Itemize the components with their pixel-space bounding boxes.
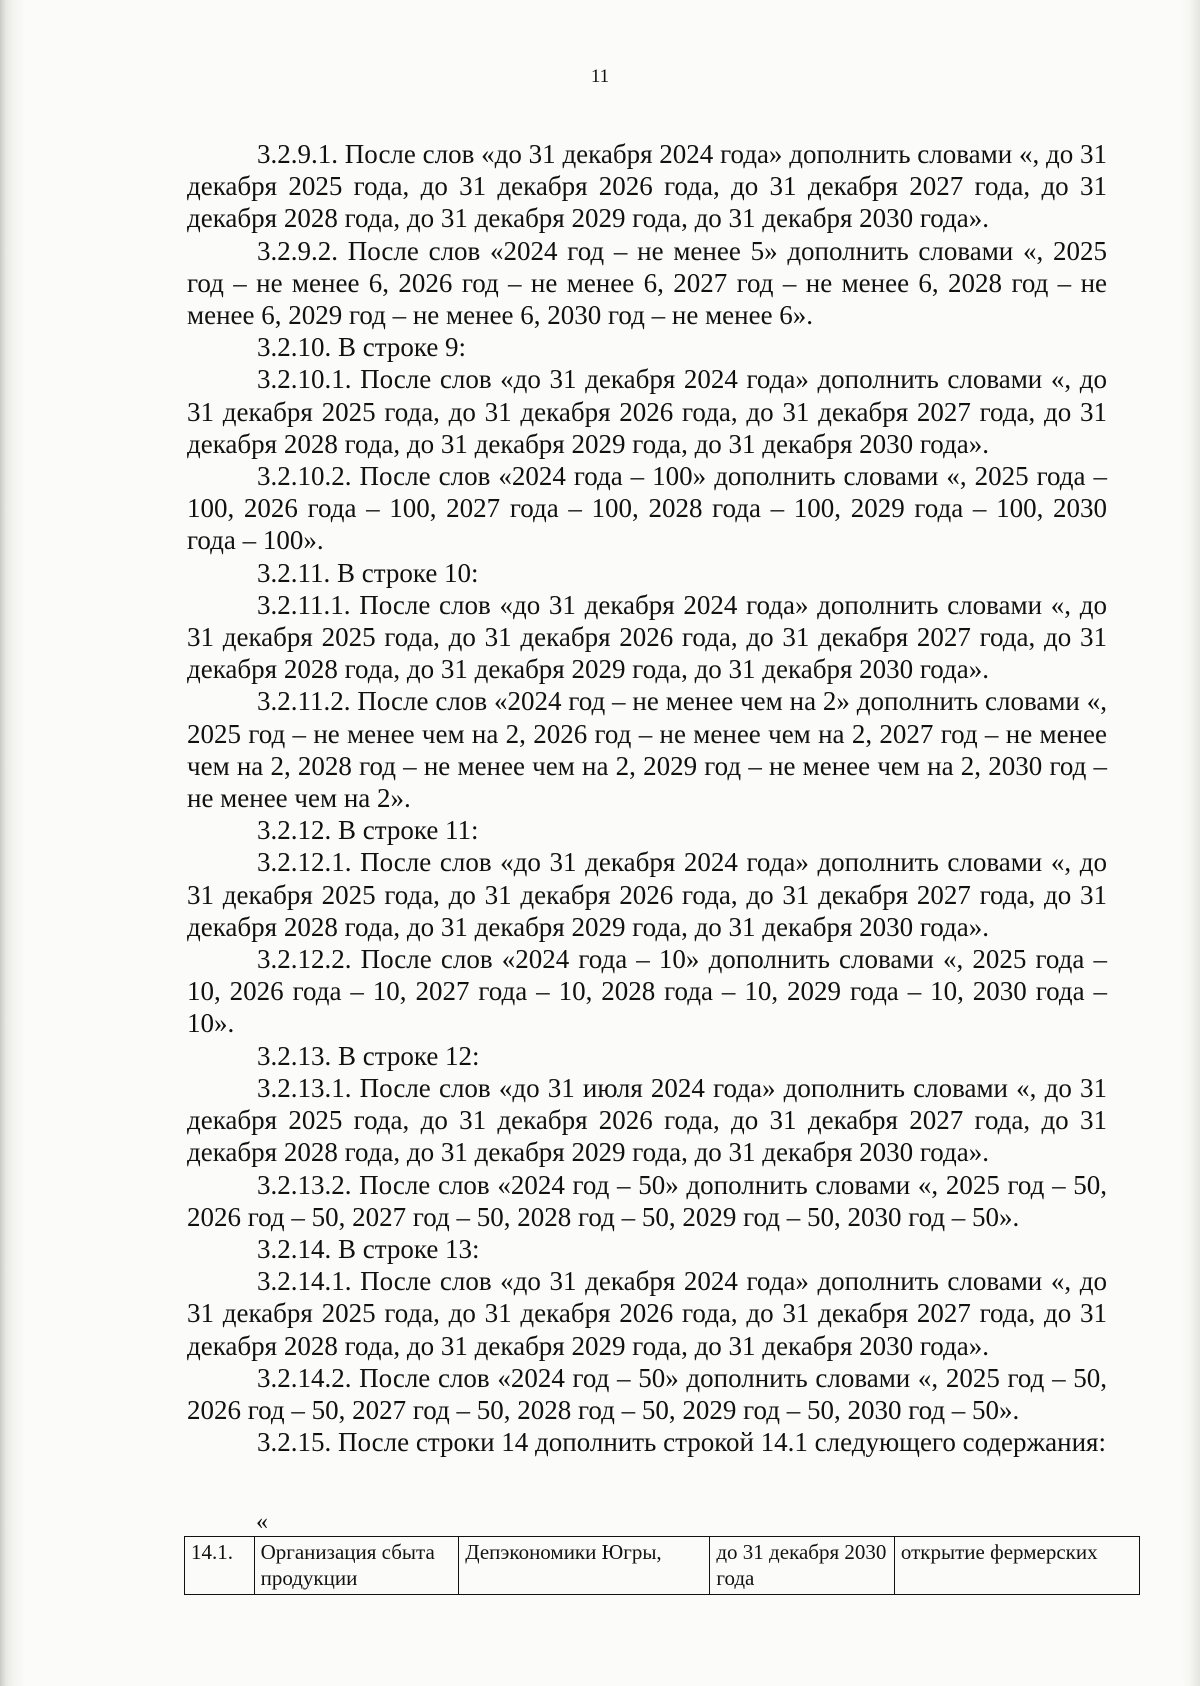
result-cell: открытие фермерских [894,1537,1139,1595]
paragraph-3-2-13: 3.2.13. В строке 12: [257,1040,480,1071]
paragraph-3-2-12-2: 3.2.12.2. После слов «2024 года – 10» дополнить словами «, 2025 года – 10, 2026 года – 10, 2027 года – 10, 2028 года – 10, 2029 года – 10, 2030 года – 10». [187,944,1107,1039]
quote-open-mark: « [256,1509,268,1535]
responsible-cell: Депэкономики Югры, [459,1537,710,1595]
paragraph-3-2-10-2: 3.2.10.2. После слов «2024 года – 100» дополнить словами «, 2025 года – 100, 2026 года – 100, 2027 года – 100, 2028 года – 100, 2029 года – 100, 2030 года – 100». [187,461,1107,556]
paragraph-3-2-12: 3.2.12. В строке 11: [257,815,479,846]
scan-right-edge [1182,0,1200,1686]
task-cell: Организация сбыта продукции [254,1537,459,1595]
paragraph-3-2-14-2: 3.2.14.2. После слов «2024 год – 50» дополнить словами «, 2025 год – 50, 2026 год – 50, 2027 год – 50, 2028 год – 50, 2029 год – 50, 2030 год – 50». [187,1362,1107,1425]
paragraph-3-2-11-2: 3.2.11.2. После слов «2024 год – не менее чем на 2» дополнить словами «, 2025 год – не менее чем на 2, 2026 год – не менее чем на 2, 2027 год – не менее чем на 2, 2028 год – не менее чем на 2, 2029 год – не менее чем на 2, 2030 год – не менее чем на 2». [187,686,1107,814]
paragraph-3-2-12-1: 3.2.12.1. После слов «до 31 декабря 2024 года» дополнить словами «, до 31 декабря 2025 года, до 31 декабря 2026 года, до 31 декабря 2027 года, до 31 декабря 2028 года, до 31 декабря 2029 года, до 31 декабря 2030 года». [187,847,1107,942]
paragraph-3-2-15: 3.2.15. После строки 14 дополнить строкой 14.1 следующего содержания: [257,1427,1106,1458]
paragraph-3-2-10: 3.2.10. В строке 9: [257,332,467,363]
paragraph-3-2-9-2: 3.2.9.2. После слов «2024 год – не менее 5» дополнить словами «, 2025 год – не менее 6, 2026 год – не менее 6, 2027 год – не менее 6, 2028 год – не менее 6, 2029 год – не менее 6, 2030 год – не менее 6». [187,235,1107,331]
paragraph-3-2-11: 3.2.11. В строке 10: [257,557,479,588]
table-row [185,1537,1140,1595]
paragraph-3-2-9-1: 3.2.9.1. После слов «до 31 декабря 2024 года» дополнить словами «, до 31 декабря 2025 года, до 31 декабря 2026 года, до 31 декабря 2027 года, до 31 декабря 2028 года, до 31 декабря 2029 года, до 31 декабря 2030 года». [187,139,1107,234]
paragraph-3-2-13-1: 3.2.13.1. После слов «до 31 июля 2024 года» дополнить словами «, до 31 декабря 2025 года, до 31 декабря 2026 года, до 31 декабря 2027 года, до 31 декабря 2028 года, до 31 декабря 2029 года, до 31 декабря 2030 года». [187,1072,1107,1168]
paragraph-3-2-10-1: 3.2.10.1. После слов «до 31 декабря 2024 года» дополнить словами «, до 31 декабря 2025 года, до 31 декабря 2026 года, до 31 декабря 2027 года, до 31 декабря 2028 года, до 31 декабря 2029 года, до 31 декабря 2030 года». [187,364,1107,459]
paragraph-3-2-13-2: 3.2.13.2. После слов «2024 год – 50» дополнить словами «, 2025 год – 50, 2026 год – 50, 2027 год – 50, 2028 год – 50, 2029 год – 50, 2030 год – 50». [187,1169,1107,1232]
scan-left-edge [0,0,26,1686]
paragraph-3-2-11-1: 3.2.11.1. После слов «до 31 декабря 2024 года» дополнить словами «, до 31 декабря 2025 года, до 31 декабря 2026 года, до 31 декабря 2027 года, до 31 декабря 2028 года, до 31 декабря 2029 года, до 31 декабря 2030 года». [187,589,1107,685]
row-number-cell: 14.1. [185,1537,255,1595]
paragraph-3-2-14: 3.2.14. В строке 13: [257,1233,480,1264]
deadline-cell: до 31 декабря 2030 года [710,1537,895,1595]
paragraph-3-2-14-1: 3.2.14.1. После слов «до 31 декабря 2024 года» дополнить словами «, до 31 декабря 2025 года, до 31 декабря 2026 года, до 31 декабря 2027 года, до 31 декабря 2028 года, до 31 декабря 2029 года, до 31 декабря 2030 года». [187,1266,1107,1361]
document-body [187,138,1107,1458]
inserted-table-row [184,1536,1140,1595]
page-number: 11 [590,66,610,87]
